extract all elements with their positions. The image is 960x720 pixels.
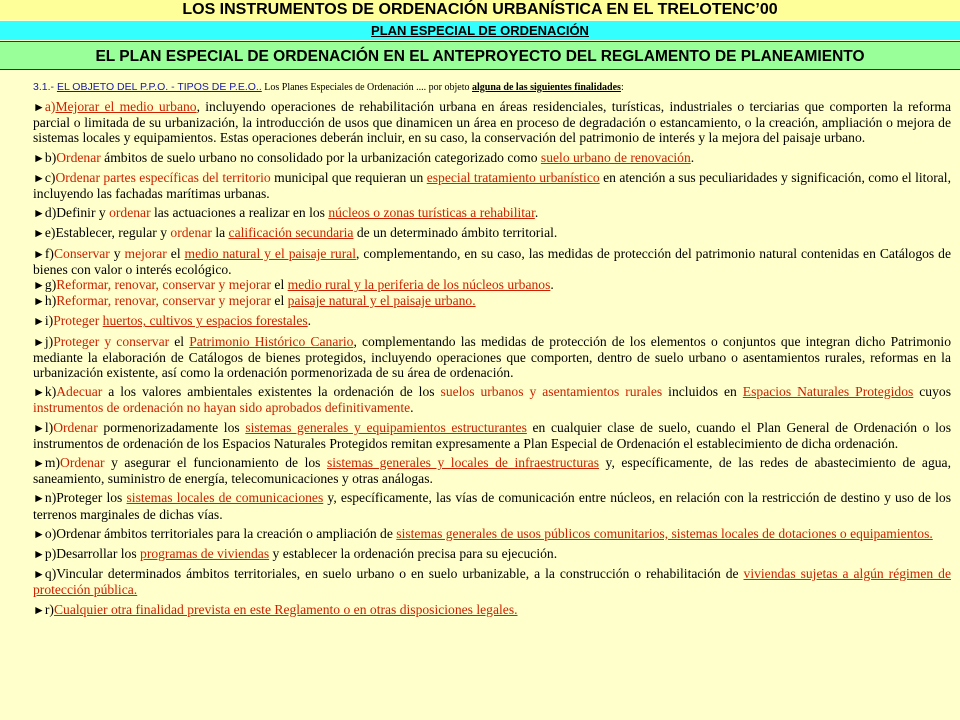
item-text: .	[534, 205, 539, 221]
highlighted-verb: Adecuar	[56, 384, 103, 400]
list-item	[33, 205, 951, 221]
item-text: .	[550, 277, 554, 293]
list-item	[33, 420, 951, 451]
list-item	[33, 602, 951, 618]
list-item	[33, 313, 951, 329]
bullet-arrow-icon: ►	[33, 150, 45, 165]
bullet-arrow-icon: ►	[33, 526, 45, 541]
highlighted-term: calificación secundaria	[228, 225, 354, 241]
item-text: y, específicamente, las vías de comunicación entre núcleos, en relación con la restricción de destino y uso de los terrenos marginales de dichas vías.	[33, 490, 951, 522]
item-text: l)	[44, 419, 54, 435]
highlighted-term: especial tratamiento urbanístico	[426, 169, 600, 185]
highlighted-verb: Proteger	[53, 313, 100, 329]
list-item	[33, 99, 951, 146]
item-text: el	[166, 245, 185, 261]
item-text: m)	[44, 455, 60, 471]
bullet-arrow-icon: ►	[33, 334, 45, 349]
highlighted-term: medio rural y la periferia de los núcleos urbanos	[287, 277, 551, 293]
bullet-arrow-icon: ►	[33, 456, 45, 471]
item-text: p)Desarrollar los	[44, 546, 141, 562]
list-item	[33, 334, 951, 381]
item-text: de un determinado ámbito territorial.	[353, 225, 558, 241]
highlighted-term: sistemas generales de usos públicos comunitarios, sistemas locales de dotaciones o equipamientos.	[396, 525, 933, 541]
bullet-arrow-icon: ►	[33, 567, 45, 582]
highlighted-term: Mejorar el medio urbano	[55, 99, 197, 114]
highlighted-verb: mejorar	[124, 245, 167, 261]
item-text: y asegurar el funcionamiento de los	[104, 455, 327, 471]
item-text: y, específicamente, de las redes de abastecimiento de agua, saneamiento, suministro de energía, telecomunicaciones y otras análogas.	[33, 455, 951, 487]
item-text: e)Establecer, regular y	[44, 225, 171, 241]
item-text: g)	[44, 277, 57, 293]
highlighted-verb: ordenar	[170, 225, 212, 241]
list-item	[33, 526, 951, 542]
highlighted-verb: instrumentos de ordenación no hayan sido aprobados definitivamente	[33, 400, 411, 416]
item-text: c)	[44, 169, 56, 185]
bullet-arrow-icon: ►	[33, 226, 45, 241]
list-item	[33, 546, 951, 562]
bullet-arrow-icon: ►	[33, 547, 45, 562]
item-text: cuyos	[913, 384, 951, 400]
item-text: q)Vincular determinados ámbitos territoriales, en suelo urbano o en suelo urbanizable, a la construcción o rehabilitación de	[44, 566, 744, 582]
item-text: k)	[44, 384, 57, 400]
list-item	[33, 150, 951, 166]
item-text: en cualquier clase de suelo, cuando el Plan General de Ordenación o los instrumentos de ordenación de los Espacios Naturales Protegidos remitan expresamente a Plan Especial de Ordenación el establecimiento de dicha ordenación.	[33, 419, 951, 451]
highlighted-term: huertos, cultivos y espacios forestales	[102, 313, 308, 329]
item-text: j)	[44, 333, 54, 349]
subtitle-bar: PLAN ESPECIAL DE ORDENACIÓN	[0, 21, 960, 40]
main-title: LOS INSTRUMENTOS DE ORDENACIÓN URBANÍSTICA EN EL TRELOTENC’00	[0, 0, 960, 20]
list-item	[33, 293, 951, 309]
item-text: b)	[44, 149, 57, 165]
item-text: municipal que requieran un	[270, 169, 427, 185]
item-text: , incluyendo operaciones de rehabilitación urbana en áreas residenciales, turísticas, industriales o terciarias que comporten la reforma parcial o limitada de su urbanización, la introducción de usos que dinamicen un área en proceso de degradación o estancamiento, o la creación, ampliación o mejora de sistemas locales y equipamientos. Estas operaciones deberán incluir, en su caso, la conservación del patrimonio de interés y la mejora del paisaje urbano.	[33, 99, 952, 146]
highlighted-term: Patrimonio Histórico Canario	[189, 333, 354, 349]
item-text: i)	[44, 313, 54, 329]
item-text: en atención a sus peculiaridades y significación, como el litoral, incluyendo las fachadas marítimas urbanas.	[33, 169, 951, 202]
item-text: , complementando las medidas de protección de los elementos o conjuntos que integran dicho Patrimonio mediante la elaboración de Catálogos de bienes protegidos, incluyendo operaciones que comporten, dentro de suelo urbano o asentamientos rurales, reformas en la urbanización existente, así como la ordenación pormenorizada de su área de ordenación.	[33, 333, 951, 381]
list-item	[33, 277, 951, 293]
item-text: h)	[44, 293, 57, 309]
highlighted-verb: Ordenar	[60, 455, 105, 471]
highlighted-verb: Conservar	[53, 245, 110, 261]
highlighted-term: paisaje natural y el paisaje urbano.	[287, 293, 476, 309]
highlighted-verb: Ordenar	[56, 149, 101, 165]
highlighted-term: núcleos o zonas turísticas a rehabilitar	[328, 205, 535, 221]
bullet-arrow-icon: ►	[33, 314, 45, 329]
finalidades-list	[33, 99, 951, 622]
list-item	[33, 246, 951, 277]
bullet-arrow-icon: ►	[33, 491, 45, 506]
item-text: r)	[44, 601, 54, 617]
list-item	[33, 384, 951, 415]
highlighted-term: Espacios Naturales Protegidos	[742, 384, 914, 400]
highlighted-verb: ordenar	[109, 205, 151, 221]
highlighted-verb: Ordenar partes específicas del territorio	[55, 169, 271, 185]
section-title-bar: EL PLAN ESPECIAL DE ORDENACIÓN EN EL ANTEPROYECTO DEL REGLAMENTO DE PLANEAMIENTO	[0, 41, 960, 70]
item-text: f)	[44, 245, 54, 261]
highlighted-term: medio natural y el paisaje rural	[184, 245, 357, 261]
bullet-arrow-icon: ►	[33, 100, 45, 114]
highlighted-term: programas de viviendas	[140, 546, 270, 562]
item-text: la	[211, 225, 229, 241]
item-text: a los valores ambientales existentes la ordenación de los	[102, 384, 441, 400]
item-text: o)Ordenar ámbitos territoriales para la creación o ampliación de	[44, 525, 397, 541]
item-text: y	[109, 245, 125, 261]
intro-emphasis: alguna de las siguientes finalidades	[472, 82, 621, 93]
item-text: las actuaciones a realizar en los	[150, 205, 329, 221]
highlighted-verb: a)	[44, 99, 56, 114]
highlighted-term: suelo urbano de renovación	[540, 149, 691, 165]
highlighted-verb: Reformar, renovar, conservar y mejorar	[56, 293, 272, 309]
item-text: y establecer la ordenación precisa para su ejecución.	[269, 546, 558, 562]
list-item	[33, 566, 951, 597]
item-text: pormenorizadamente los	[97, 419, 246, 435]
item-text: el	[169, 333, 190, 349]
bullet-arrow-icon: ►	[33, 385, 45, 400]
bullet-arrow-icon: ►	[33, 170, 45, 185]
bullet-arrow-icon: ►	[33, 246, 45, 261]
item-text: .	[690, 149, 695, 165]
item-text: incluidos en	[662, 384, 743, 400]
item-text: n)Proteger los	[44, 490, 127, 506]
item-text: , complementando, en su caso, las medidas de protección del patrimonio natural contenidas en Catálogos de bienes con valor o interés ecológico.	[33, 245, 951, 277]
intro-text: Los Planes Especiales de Ordenación .... por objeto	[261, 82, 473, 93]
item-text: .	[307, 313, 312, 329]
item-text: el	[271, 293, 288, 309]
highlighted-verb: suelos urbanos y asentamientos rurales	[440, 384, 663, 400]
section-heading: EL OBJETO DEL P.P.O. - TIPOS DE P.E.O..	[56, 81, 262, 93]
highlighted-term: sistemas generales y locales de infraestructuras	[326, 455, 599, 471]
highlighted-term: sistemas locales de comunicaciones	[126, 490, 324, 506]
bullet-arrow-icon: ►	[33, 294, 45, 309]
item-text: el	[271, 277, 288, 293]
intro-end: :	[620, 82, 624, 93]
highlighted-term: Cualquier otra finalidad prevista en este Reglamento o en otras disposiciones legales.	[53, 601, 518, 617]
bullet-arrow-icon: ►	[33, 420, 45, 435]
highlighted-term: viviendas sujetas a algún régimen de protección pública.	[33, 566, 951, 598]
intro-line	[33, 81, 948, 93]
list-item	[33, 225, 951, 241]
list-item	[33, 170, 951, 201]
bullet-arrow-icon: ►	[33, 278, 45, 293]
section-number: 3.1.-	[33, 81, 57, 93]
highlighted-verb: Reformar, renovar, conservar y mejorar	[56, 277, 272, 293]
bullet-arrow-icon: ►	[33, 602, 45, 617]
list-item	[33, 490, 951, 521]
bullet-arrow-icon: ►	[33, 206, 45, 221]
item-text: ámbitos de suelo urbano no consolidado por la urbanización categorizado como	[100, 149, 541, 165]
highlighted-verb: Ordenar	[53, 419, 98, 435]
item-text: .	[410, 400, 414, 416]
list-item	[33, 455, 951, 486]
highlighted-term: sistemas generales y equipamientos estructurantes	[245, 419, 527, 435]
highlighted-verb: Proteger y conservar	[53, 333, 170, 349]
item-text: d)Definir y	[44, 205, 110, 221]
